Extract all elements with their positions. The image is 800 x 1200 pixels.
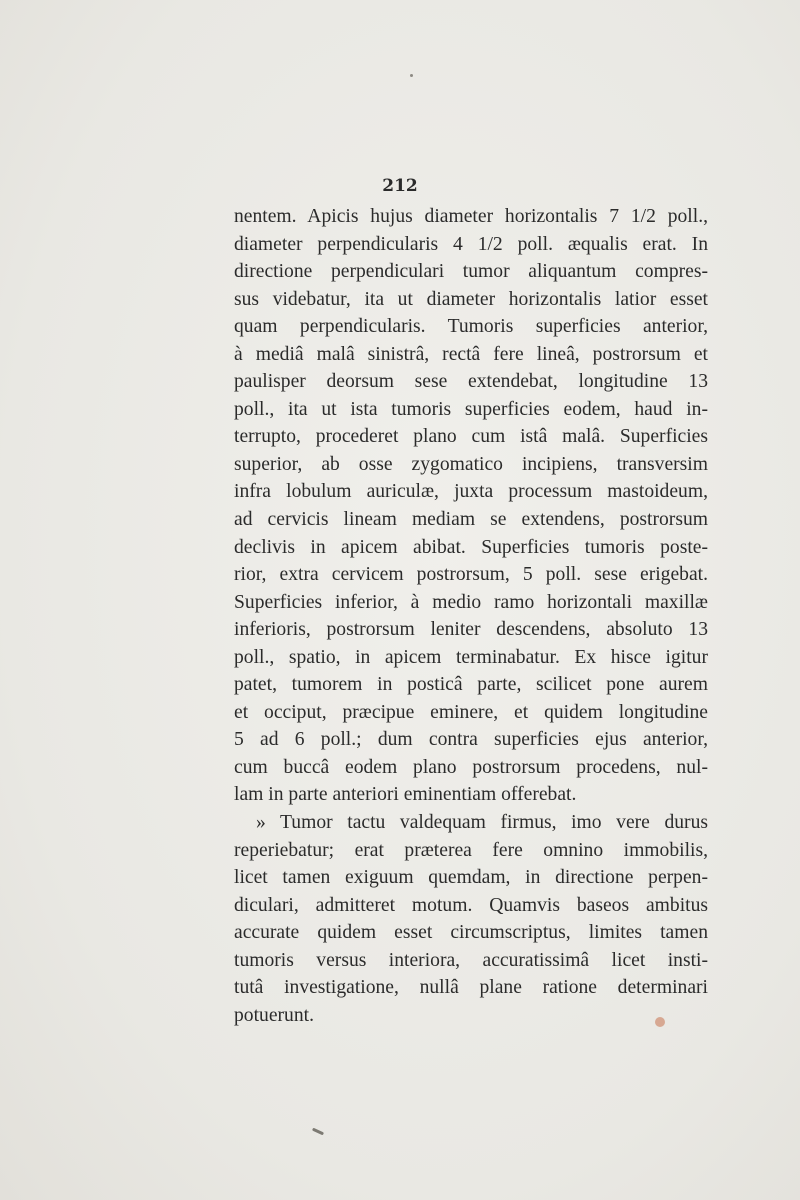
text-line: directione perpendiculari tumor aliquantum compres- bbox=[234, 261, 708, 283]
text-line: infra lobulum auriculæ, juxta processum mastoideum, bbox=[234, 481, 708, 503]
text-line: patet, tumorem in posticâ parte, scilicet pone aurem bbox=[234, 674, 708, 696]
text-line: à mediâ malâ sinistrâ, rectâ fere lineâ, postrorsum et bbox=[234, 343, 708, 365]
text-line: sus videbatur, ita ut diameter horizontalis latior esset bbox=[234, 288, 708, 310]
text-line: inferioris, postrorsum leniter descendens, absoluto 13 bbox=[234, 619, 708, 641]
paragraph-end-line: potuerunt. bbox=[234, 1004, 314, 1026]
text-line: poll., spatio, in apicem terminabatur. Ex hisce igitur bbox=[234, 646, 708, 668]
text-line: declivis in apicem abibat. Superficies tumoris poste- bbox=[234, 536, 708, 558]
text-line: Superficies inferior, à medio ramo horizontali maxillæ bbox=[234, 591, 708, 613]
text-line: cum buccâ eodem plano postrorsum procedens, nul- bbox=[234, 756, 708, 778]
text-line: tumoris versus interiora, accuratissimâ licet insti- bbox=[234, 949, 708, 971]
text-line: quam perpendicularis. Tumoris superficies anterior, bbox=[234, 316, 708, 338]
text-line: licet tamen exiguum quemdam, in directione perpen- bbox=[234, 867, 708, 889]
text-line: 5 ad 6 poll.; dum contra superficies ejus anterior, bbox=[234, 729, 708, 751]
paragraph-end-line: lam in parte anteriori eminentiam offerebat. bbox=[234, 784, 577, 806]
text-line: ad cervicis lineam mediam se extendens, postrorsum bbox=[234, 509, 708, 531]
text-line: paulisper deorsum sese extendebat, longitudine 13 bbox=[234, 371, 708, 393]
text-line: diculari, admitteret motum. Quamvis baseos ambitus bbox=[234, 894, 708, 916]
text-line: nentem. Apicis hujus diameter horizontalis 7 1/2 poll., bbox=[234, 206, 708, 227]
page-number: 212 bbox=[382, 176, 418, 196]
text-line: rior, extra cervicem postrorsum, 5 poll. sese erigebat. bbox=[234, 564, 708, 586]
text-line: tutâ investigatione, nullâ plane ratione determinari bbox=[234, 977, 708, 999]
text-line: superior, ab osse zygomatico incipiens, transversim bbox=[234, 453, 708, 475]
text-line: reperiebatur; erat præterea fere omnino immobilis, bbox=[234, 839, 708, 861]
text-line: poll., ita ut ista tumoris superficies eodem, haud in- bbox=[234, 398, 708, 420]
text-line: accurate quidem esset circumscriptus, limites tamen bbox=[234, 922, 708, 944]
body-text bbox=[234, 203, 708, 1029]
text-line: et occiput, præcipue eminere, et quidem longitudine bbox=[234, 701, 708, 723]
text-line: diameter perpendicularis 4 1/2 poll. æqualis erat. In bbox=[234, 233, 708, 255]
paper-stain bbox=[655, 1017, 665, 1027]
paragraph-start-line: » Tumor tactu valdequam firmus, imo vere durus bbox=[256, 812, 708, 834]
paper-speck bbox=[312, 1128, 324, 1136]
paper-speck bbox=[410, 74, 413, 77]
text-line: terrupto, procederet plano cum istâ malâ. Superficies bbox=[234, 426, 708, 448]
